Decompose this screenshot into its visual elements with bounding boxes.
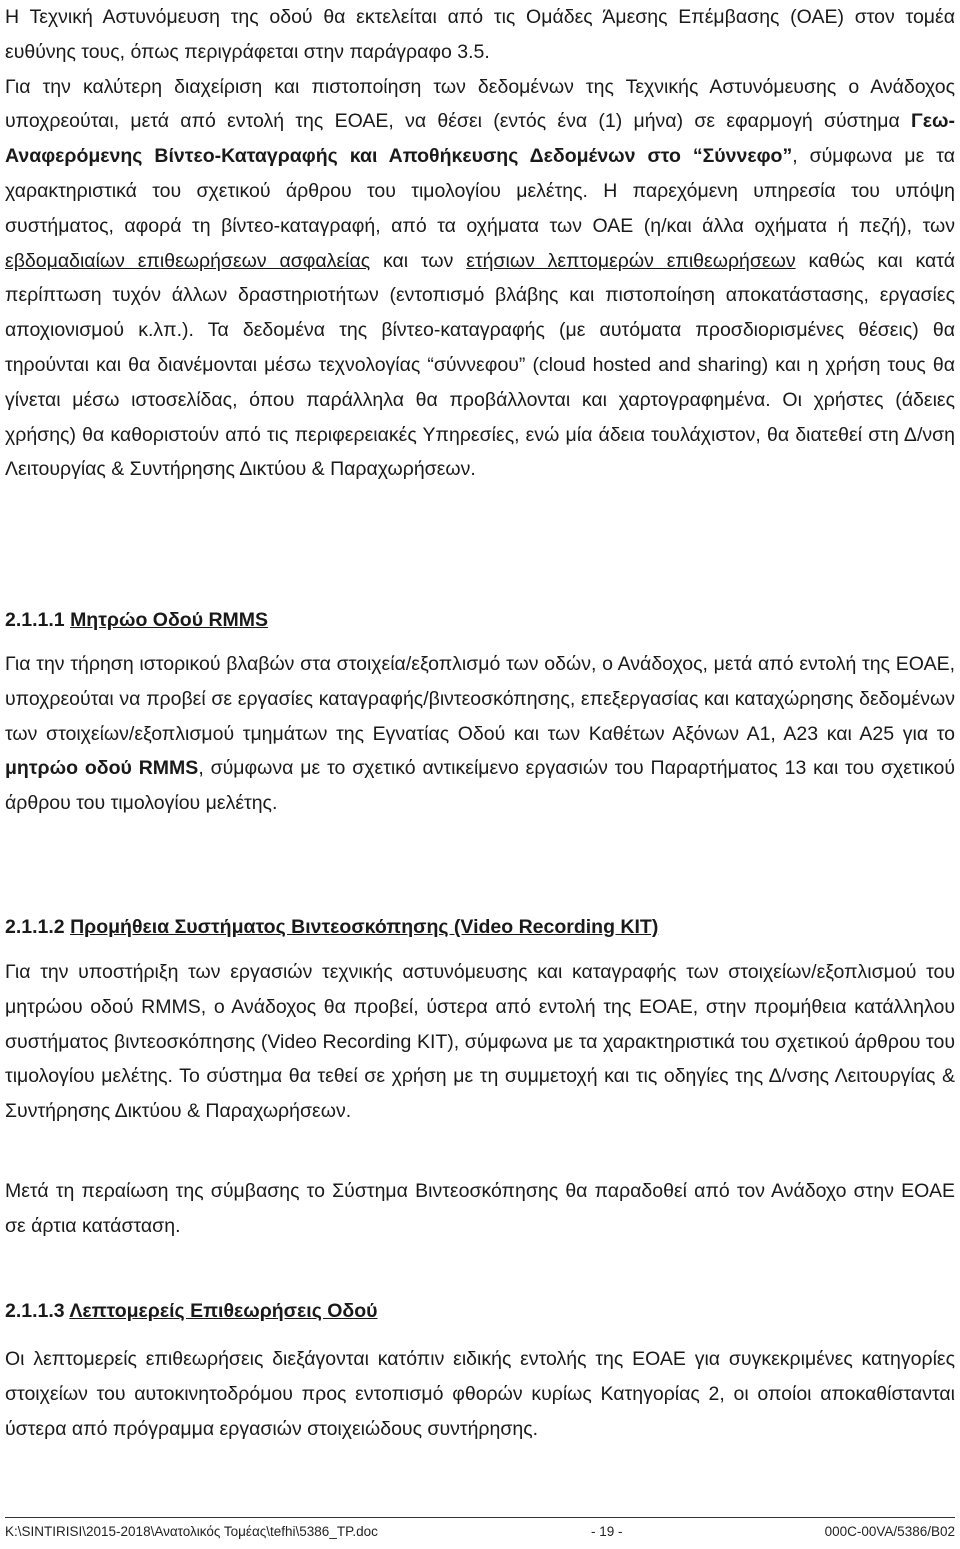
text-run: καθώς και κατά περίπτωση τυχόν άλλων δραστηριοτήτων (εντοπισμό βλάβης και πιστοποίηση αποκατάστασης, εργασίες αποχιονισμού κ.λπ.). Τα δεδομένα της βίντεο-καταγραφής (με αυτόματα προσδιορισμένες θέσεις) θα τηρούνται και θα διανέμονται μέσω τεχνολογίας “σύννεφου” (cloud hosted and sharing) και η χρήση τους θα γίνεται μέσω ιστοσελίδας, όπου παράλληλα θα προβάλλονται και χαρτογραφημένα. Οι χρήστες (άδειες χρήσης) θα καθοριστούν από τις περιφερειακές Υπηρεσίες, ενώ μία άδεια τουλάχιστον, θα διατεθεί στη Δ/νση Λειτουργίας & Συντήρησης Δικτύου & Παραχωρήσεων.: [5, 249, 956, 481]
bold-rmms-registry: μητρώο οδού RMMS: [5, 757, 199, 780]
heading-number: 2.1.1.2: [5, 916, 65, 938]
heading-title: Μητρώο Οδού RMMS: [70, 609, 269, 631]
text-run: , σύμφωνα με το σχετικό αντικείμενο εργασιών του Παραρτήματος 13 και του σχετικού άρθρου του τιμολογίου μελέτης.: [5, 757, 955, 815]
text-run: και των: [370, 249, 467, 272]
section-heading-video-kit: [5, 910, 658, 945]
footer-file-path: K:\SINTIRISI\2015-2018\Ανατολικός Τομέας\tefhi\5386_TP.doc: [5, 1524, 378, 1539]
paragraph-cloud-recording: [5, 70, 955, 488]
footer-divider: [5, 1517, 955, 1518]
paragraph-rmms: [5, 647, 955, 821]
text-run: , σύμφωνα με τα χαρακτηριστικά του σχετικού άρθρου του τιμολογίου μελέτης. Η παρεχόμενη υπηρεσία του υπόψη συστήματος, αφορά τη βίντεο-καταγραφή, από τα οχήματα των ΟΑΕ (η/και άλλα οχήματα ή πεζή), των: [5, 145, 955, 237]
text-run: Για την τήρηση ιστορικού βλαβών στα στοιχεία/εξοπλισμό των οδών, ο Ανάδοχος, μετά από εντολή της ΕΟΑΕ, υποχρεούται να προβεί σε εργασίες καταγραφής/βιντεοσκόπησης, επεξεργασίας και καταχώρησης δεδομένων των στοιχείων/εξοπλισμού τμημάτων της Εγνατίας Οδού και των Καθέτων Αξόνων Α1, Α23 και Α25 για το: [5, 653, 955, 745]
heading-number: 2.1.1.3: [5, 1300, 65, 1322]
heading-number: 2.1.1.1: [5, 609, 65, 631]
section-heading-detailed-inspections: [5, 1294, 378, 1329]
underlined-weekly-inspections: εβδομαδιαίων επιθεωρήσεων ασφαλείας: [5, 249, 371, 272]
paragraph-video-kit: Για την υποστήριξη των εργασιών τεχνικής αστυνόμευσης και καταγραφής των στοιχείων/εξοπλισμού του μητρώου οδού RMMS, ο Ανάδοχος θα προβεί, ύστερα από εντολή της ΕΟΑΕ, στην προμήθεια κατάλληλου συστήματος βιντεοσκόπησης (Video Recording KIT), σύμφωνα με τα χαρακτηριστικά του σχετικού άρθρου του τιμολογίου μελέτης. Το σύστημα θα τεθεί σε χρήση με τη συμμετοχή και τις οδηγίες της Δ/νσης Λειτουργίας & Συντήρησης Δικτύου & Παραχωρήσεων.: [5, 961, 955, 1123]
heading-title: Προμήθεια Συστήματος Βιντεοσκόπησης (Video Recording KIT): [70, 916, 659, 938]
underlined-annual-inspections: ετήσιων λεπτομερών επιθεωρήσεων: [466, 249, 796, 272]
paragraph-intro: Η Τεχνική Αστυνόμευση της οδού θα εκτελείται από τις Ομάδες Άμεσης Επέμβασης (ΟΑΕ) στον τομέα ευθύνης τους, όπως περιγράφεται στην παράγραφο 3.5.: [5, 6, 955, 63]
bold-system-name: Γεω-Αναφερόμενης Βίντεο-Καταγραφής και Αποθήκευσης Δεδομένων στο “Σύννεφο”: [5, 110, 955, 168]
page-footer: [5, 1521, 955, 1543]
paragraph-handover: Μετά τη περαίωση της σύμβασης το Σύστημα Βιντεοσκόπησης θα παραδοθεί από τον Ανάδοχο στην ΕΟΑΕ σε άρτια κατάσταση.: [5, 1180, 955, 1237]
section-heading-rmms: [5, 603, 268, 638]
heading-title: Λεπτομερείς Επιθεωρήσεις Οδού: [69, 1300, 378, 1322]
footer-page-number: - 19 -: [591, 1524, 623, 1539]
paragraph-detailed-inspections: Οι λεπτομερείς επιθεωρήσεις διεξάγονται κατόπιν ειδικής εντολής της ΕΟΑΕ για συγκεκριμένες κατηγορίες στοιχείων του αυτοκινητοδρόμου προς εντοπισμό φθορών κυρίως Κατηγορίας 2, οι οποίοι αποκαθίστανται ύστερα από πρόγραμμα εργασιών στοιχειώδους συντήρησης.: [5, 1348, 955, 1440]
text-run: Για την καλύτερη διαχείριση και πιστοποίηση των δεδομένων της Τεχνικής Αστυνόμευσης ο Ανάδοχος υποχρεούται, μετά από εντολή της ΕΟΑΕ, να θέσει (εντός ένα (1) μήνα) σε εφαρμογή σύστημα: [5, 75, 955, 133]
footer-document-code: 000C-00VA/5386/B02: [824, 1524, 955, 1539]
